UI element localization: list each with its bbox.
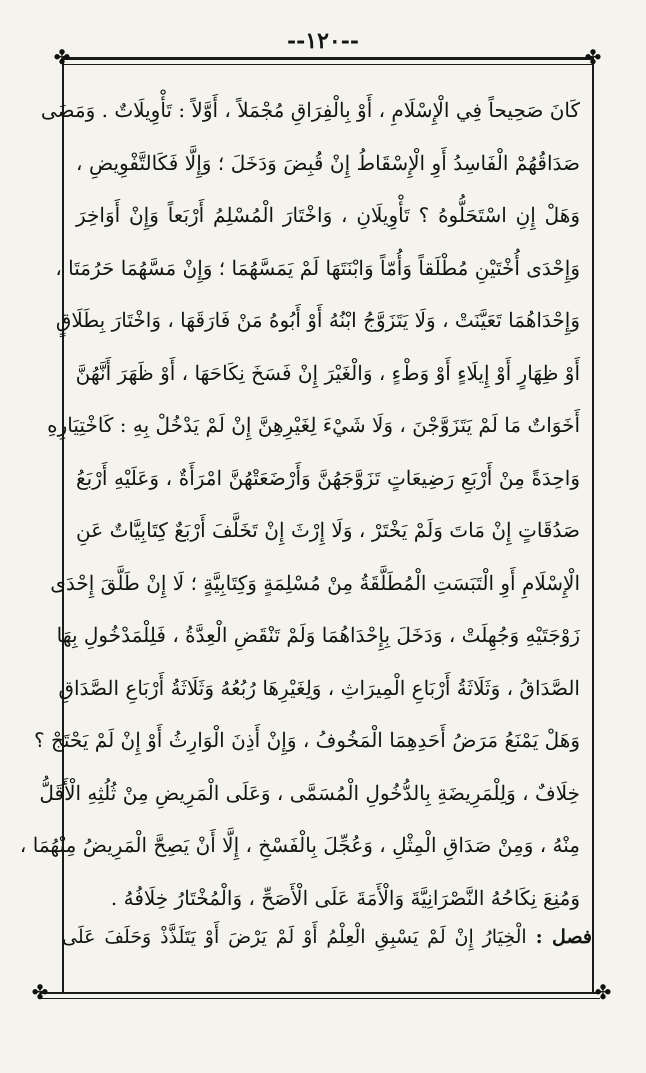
text-line: أَخَوَاتٌ مَا لَمْ يَتَزَوَّجْنَ ، وَلَا شَيْءَ لِغَيْرِهِنَّ إِنْ لَمْ يَدْخُلْ بِهِ : كَاخْتِيَارِهِ: [47, 413, 580, 437]
text-line: أَوْ ظِهَارٍ أَوْ إِيلَاءٍ أَوْ وَطْءٍ ، وَالْغَيْرَ إِنْ فَسَخَ نِكَاحَهَا ، أَوْ ظَهَرَ أَنَّهُنَّ: [75, 360, 580, 385]
page-number: --١٢٠--: [287, 28, 359, 54]
text-line: وَإِحْدَاهُمَا تَعَيَّنَتْ ، وَلَا يَتَزَوَّجُ ابْنُهُ أَوْ أَبُوهُ مَنْ فَارَقَهَا ، وَاخْتَارَ بِطَلَاقٍ: [55, 308, 580, 332]
text-line: وَهَلْ يَمْنَعُ مَرَضُ أَحَدِهِمَا الْمَخُوفُ ، وَإِنْ أَذِنَ الْوَارِثُ أَوْ إِنْ لَمْ يَحْتَجْ ؟: [34, 728, 580, 752]
corner-ornament-icon: ✤: [31, 980, 49, 1004]
main-text-block: [19, 84, 580, 924]
text-line: الصَّدَاقُ ، وَثَلَاثَةُ أَرْبَاعِ الْمِيرَاثِ ، وَلِغَيْرِهَا رُبُعُهُ وَثَلَاثَةُ أَرْبَاعِ الصَّدَاقِ: [58, 675, 580, 700]
text-line: وَهَلْ إِنِ اسْتَحَلُّوهُ ؟ تَأْوِيلَانِ ، وَاخْتَارَ الْمُسْلِمُ أَرْبَعاً وَإِنْ أَوَاخِرَ: [76, 203, 580, 227]
text-line: زَوْجَتَيْهِ وَجُهِلَتْ ، وَدَخَلَ بِإِحْدَاهُمَا وَلَمْ تَنْقَضِ الْعِدَّةُ ، فَلِلْمَدْخُولِ بِهَا: [56, 623, 580, 647]
corner-ornament-icon: ✤: [584, 45, 602, 69]
text-line: صَدُقَاتٍ إِنْ مَاتَ وَلَمْ يَخْتَرْ ، وَلَا إِرْثَ إِنْ تَخَلَّفَ أَرْبَعٌ كِتَابِيَّاتٌ عَنِ: [76, 518, 580, 542]
text-line: الْإِسْلَامِ أَوِ الْتَبَسَتِ الْمُطَلَّقَةُ مِنْ مُسْلِمَةٍ وَكِتَابِيَّةٍ ؛ لَا إِنْ طَلَّقَ إِحْدَى: [50, 570, 580, 595]
text-line: وَاحِدَةً مِنْ أَرْبَعِ رَضِيعَاتٍ تَزَوَّجَهُنَّ وَأَرْضَعَتْهُنَّ امْرَأَةٌ ، وَعَلَيْهِ أَرْبَعُ: [76, 465, 580, 490]
top-border-rule: [62, 57, 594, 60]
section-note-label: فصل :: [535, 926, 593, 948]
text-line: كَانَ صَحِيحاً فِي الْإِسْلَامِ ، أَوْ بِالْفِرَاقِ مُجْمَلاً ، أَوَّلاً : تَأْوِيلَاتٌ . وَمَضَى: [40, 98, 580, 122]
text-line: خِلَافٌ ، وَلِلْمَرِيضَةِ بِالدُّخُولِ الْمُسَمَّى ، وَعَلَى الْمَرِيضِ مِنْ ثُلُثِهِ الْأَقَلُّ: [39, 780, 580, 805]
text-line: وَإِحْدَى أُخْتَيْنِ مُطْلَقاً وَأُمّاً وَابْنَتَهَا لَمْ يَمَسَّهُمَا ؛ وَإِنْ مَسَّهُمَا حَرُمَتَا ،: [55, 255, 580, 280]
section-note-text: الْخِيَارُ إِنْ لَمْ يَسْبِقِ الْعِلْمُ أَوْ لَمْ يَرْضَ أَوْ يَتَلَذَّذْ وَحَلَفَ عَلَى: [62, 926, 527, 948]
right-border-rule: [592, 57, 594, 993]
section-note: [62, 917, 592, 957]
bottom-border-rule: [40, 992, 600, 994]
text-line: وَمُنِعَ نِكَاحُهُ النَّصْرَانِيَّةَ وَالْأَمَةَ عَلَى الْأَصَحِّ ، وَالْمُخْتَارُ خِلَافُهُ .: [110, 885, 580, 910]
text-line: صَدَاقُهُمْ الْفَاسِدُ أَوِ الْإِسْقَاطُ إِنْ قُبِضَ وَدَخَلَ ؛ وَإِلَّا فَكَالتَّفْوِيضِ ،: [76, 150, 580, 175]
text-line: مِنْهُ ، وَمِنْ صَدَاقِ الْمِثْلِ ، وَعُجِّلَ بِالْفَسْخِ ، إِلَّا أَنْ يَصِحَّ الْمَرِيضُ مِنْهُمَا ،: [19, 833, 580, 857]
corner-ornament-icon: ✤: [594, 980, 612, 1004]
corner-ornament-icon: ✤: [53, 45, 71, 69]
